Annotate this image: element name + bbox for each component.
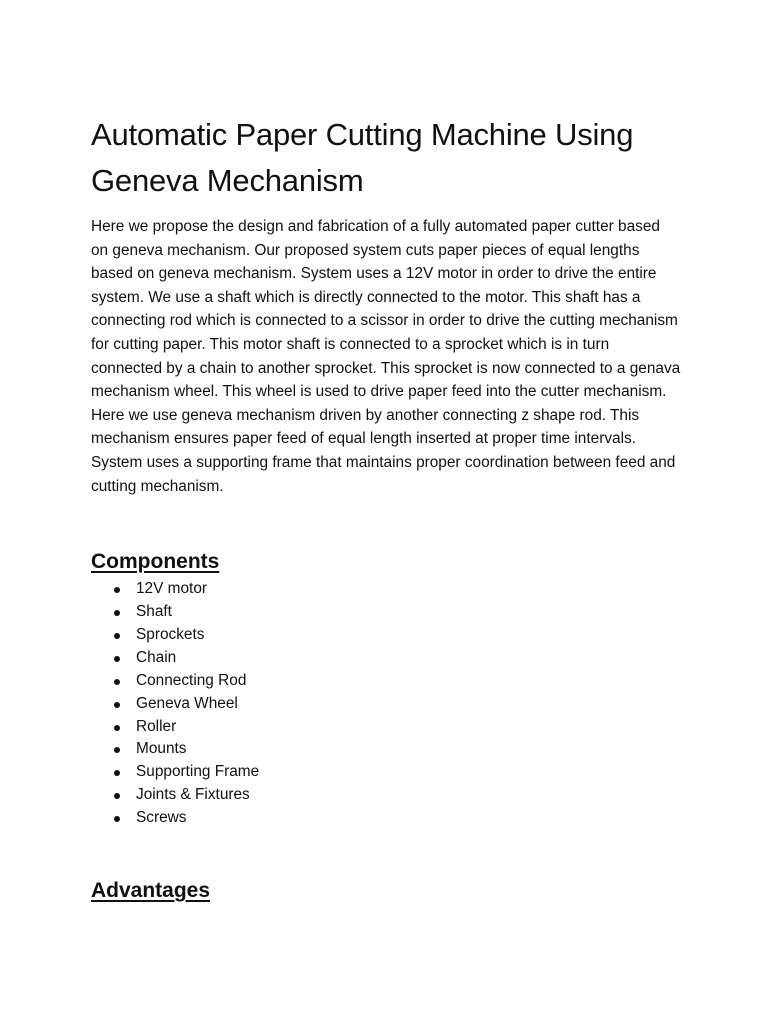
list-item-label: Screws (136, 809, 187, 827)
bullet-icon (114, 610, 120, 616)
list-item (91, 670, 681, 693)
list-item (91, 624, 681, 647)
list-item (91, 693, 681, 716)
list-item-label: Mounts (136, 740, 187, 758)
list-item (91, 761, 681, 784)
document-title: Automatic Paper Cutting Machine Using Geneva Mechanism (91, 117, 634, 198)
bullet-icon (114, 770, 120, 776)
list-item (91, 578, 681, 601)
list-item (91, 716, 681, 739)
list-item-label: Sprockets (136, 625, 205, 643)
intro-paragraph: Here we propose the design and fabrication of a fully automated paper cutter based on geneva mechanism. Our proposed system cuts paper pieces of equal lengths based on geneva mechanism. System uses a 12V motor in order to drive the entire system. We use a shaft which is directly connected to the motor. This shaft has a connecting rod which is connected to a scissor in order to drive the cutting mechanism for cutting paper. This motor shaft is connected to a sprocket which is in turn connected by a chain to another sprocket. This sprocket is now connected to a genava mechanism wheel. This wheel is used to drive paper feed into the cutter mechanism. Here we use geneva mechanism driven by another connecting z shape rod. This mechanism ensures paper feed of equal length inserted at proper time intervals. System uses a supporting frame that maintains proper coordination between feed and cutting mechanism. (91, 218, 681, 495)
list-item-label: 12V motor (136, 580, 208, 598)
bullet-icon (114, 679, 120, 685)
list-item (91, 784, 681, 807)
bullet-icon (114, 725, 120, 731)
bullet-icon (114, 816, 120, 822)
list-item-label: Roller (136, 717, 177, 735)
list-item-label: Supporting Frame (136, 763, 260, 781)
bullet-icon (114, 702, 120, 708)
components-list (91, 578, 681, 830)
list-item-label: Geneva Wheel (136, 694, 238, 712)
bullet-icon (114, 633, 120, 639)
bullet-icon (114, 587, 120, 593)
list-item-label: Connecting Rod (136, 671, 247, 689)
list-item (91, 807, 681, 830)
bullet-icon (114, 793, 120, 799)
list-item-label: Chain (136, 648, 177, 666)
document-content (91, 112, 681, 905)
list-item (91, 647, 681, 670)
list-item (91, 601, 681, 624)
advantages-heading: Advantages (91, 879, 211, 903)
list-item-label: Joints & Fixtures (136, 786, 250, 804)
bullet-icon (114, 656, 120, 662)
components-heading: Components (91, 550, 220, 574)
bullet-icon (114, 747, 120, 753)
list-item (91, 738, 681, 761)
list-item-label: Shaft (136, 603, 172, 621)
